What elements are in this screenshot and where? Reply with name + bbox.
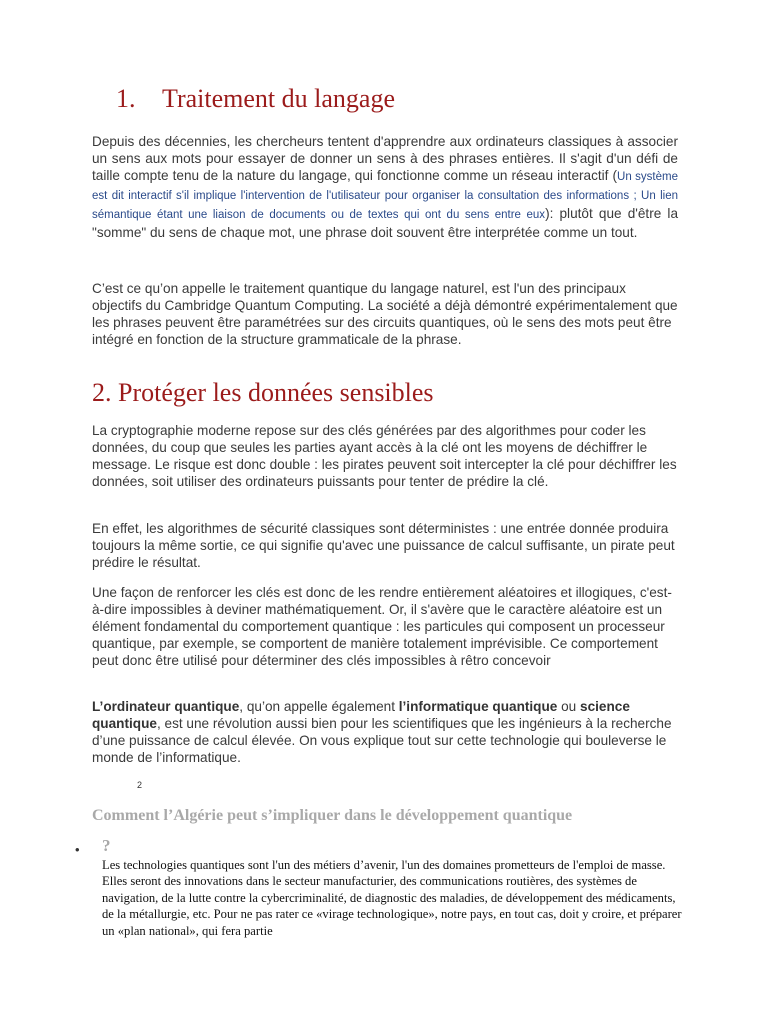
section-1-number: 1. [116,84,136,113]
question-mark: ? [102,836,111,855]
section-2-p4-text-2: ou [557,699,581,714]
section-2-paragraph-2: En effet, les algorithmes de sécurité classiques sont déterministes : une entrée donnée produira toujours la même sortie, ce qui signifie qu'avec une puissance de calcul suffisante, un pirate peut prédire le résultat. [92,521,675,570]
term-informatique-quantique: l’informatique quantique [398,699,558,714]
section-1-p1-text-a: Depuis des décennies, les chercheurs tentent d'apprendre aux ordinateurs classiques à associer un sens aux mots pour essayer de donner un sens à des phrases entières. Il s'agit d'un défi de taille compte tenu de la nature du langage, qui fonctionne comme un réseau interactif ( [92,134,678,183]
footnote-mark: 2 [137,780,143,790]
section-1-heading [116,84,395,114]
section-2-paragraph-4 [92,698,678,766]
section-2-p4-text-3: , est une révolution aussi bien pour les scientifiques que les ingénieurs à la recherche d’une puissance de calcul élevée. On vous explique tout sur cette technologie qui bouleverse le monde de l’informatique. [92,716,672,765]
section-3-heading: Comment l’Algérie peut s’impliquer dans le développement quantique [92,807,573,824]
term-ordinateur-quantique: L’ordinateur quantique [92,699,240,714]
section-2-paragraph-3: Une façon de renforcer les clés est donc de les rendre entièrement aléatoires et illogiques, c'est-à-dire impossibles à deviner mathématiquement. Or, il s'avère que le caractère aléatoire est un élément fondamental du comportement quantique : les particules qui composent un processeur quantique, par exemple, se comportent de manière totalement imprévisible. Ce comportement peut donc être utilisé pour déterminer des clés impossibles à rêtro concevoir [92,585,672,668]
section-2-heading: 2. Protéger les données sensibles [92,378,434,407]
section-3-body: Les technologies quantiques sont l'un des métiers d’avenir, l'un des domaines prometteurs de l'emploi de masse. Elles seront des innovations dans le secteur manufacturier, des communications routières, des systèmes de navigation, de la lutte contre la cybercriminalité, de diagnostic des maladies, de développement des médicaments, de la métallurgie, etc. Pour ne pas rater ce «virage technologique», notre pays, en tout cas, doit y croire, et préparer un «plan national», qui fera partie [102,858,682,938]
section-1-paragraph-1 [92,133,678,241]
section-2-p4-text-1: , qu’on appelle également [239,699,399,714]
bullet-icon: • [75,842,80,857]
section-1-title: Traitement du langage [162,84,395,113]
section-1-p1-text-b: ): plutôt que d'être la "somme" du sens de chaque mot, une phrase doit souvent être interprétée comme un tout. [92,206,679,240]
section-1-paragraph-2: C’est ce qu’on appelle le traitement quantique du langage naturel, est l'un des principaux objectifs du Cambridge Quantum Computing. La société a déjà démontré expérimentalement que les phrases peuvent être paramétrées sur des circuits quantiques, où le sens des mots peut être intégré en fonction de la structure grammaticale de la phrase. [92,281,678,347]
section-1-p1-note: Un système est dit interactif s'il implique l'intervention de l'utilisateur pour organiser la consultation des informations ; Un lien sémantique étant une liaison de documents ou de textes qui ont du sens entre eux [92,171,679,221]
term-science-quantique: science quantique [92,699,630,731]
section-2-paragraph-1: La cryptographie moderne repose sur des clés générées par des algorithmes pour coder les données, du coup que seules les parties ayant accès à la clé ont les moyens de déchiffrer le message. Le risque est donc double : les pirates peuvent soit intercepter la clé pour déchiffrer les données, soit utiliser des ordinateurs puissants pour tenter de prédire la clé. [92,423,677,489]
